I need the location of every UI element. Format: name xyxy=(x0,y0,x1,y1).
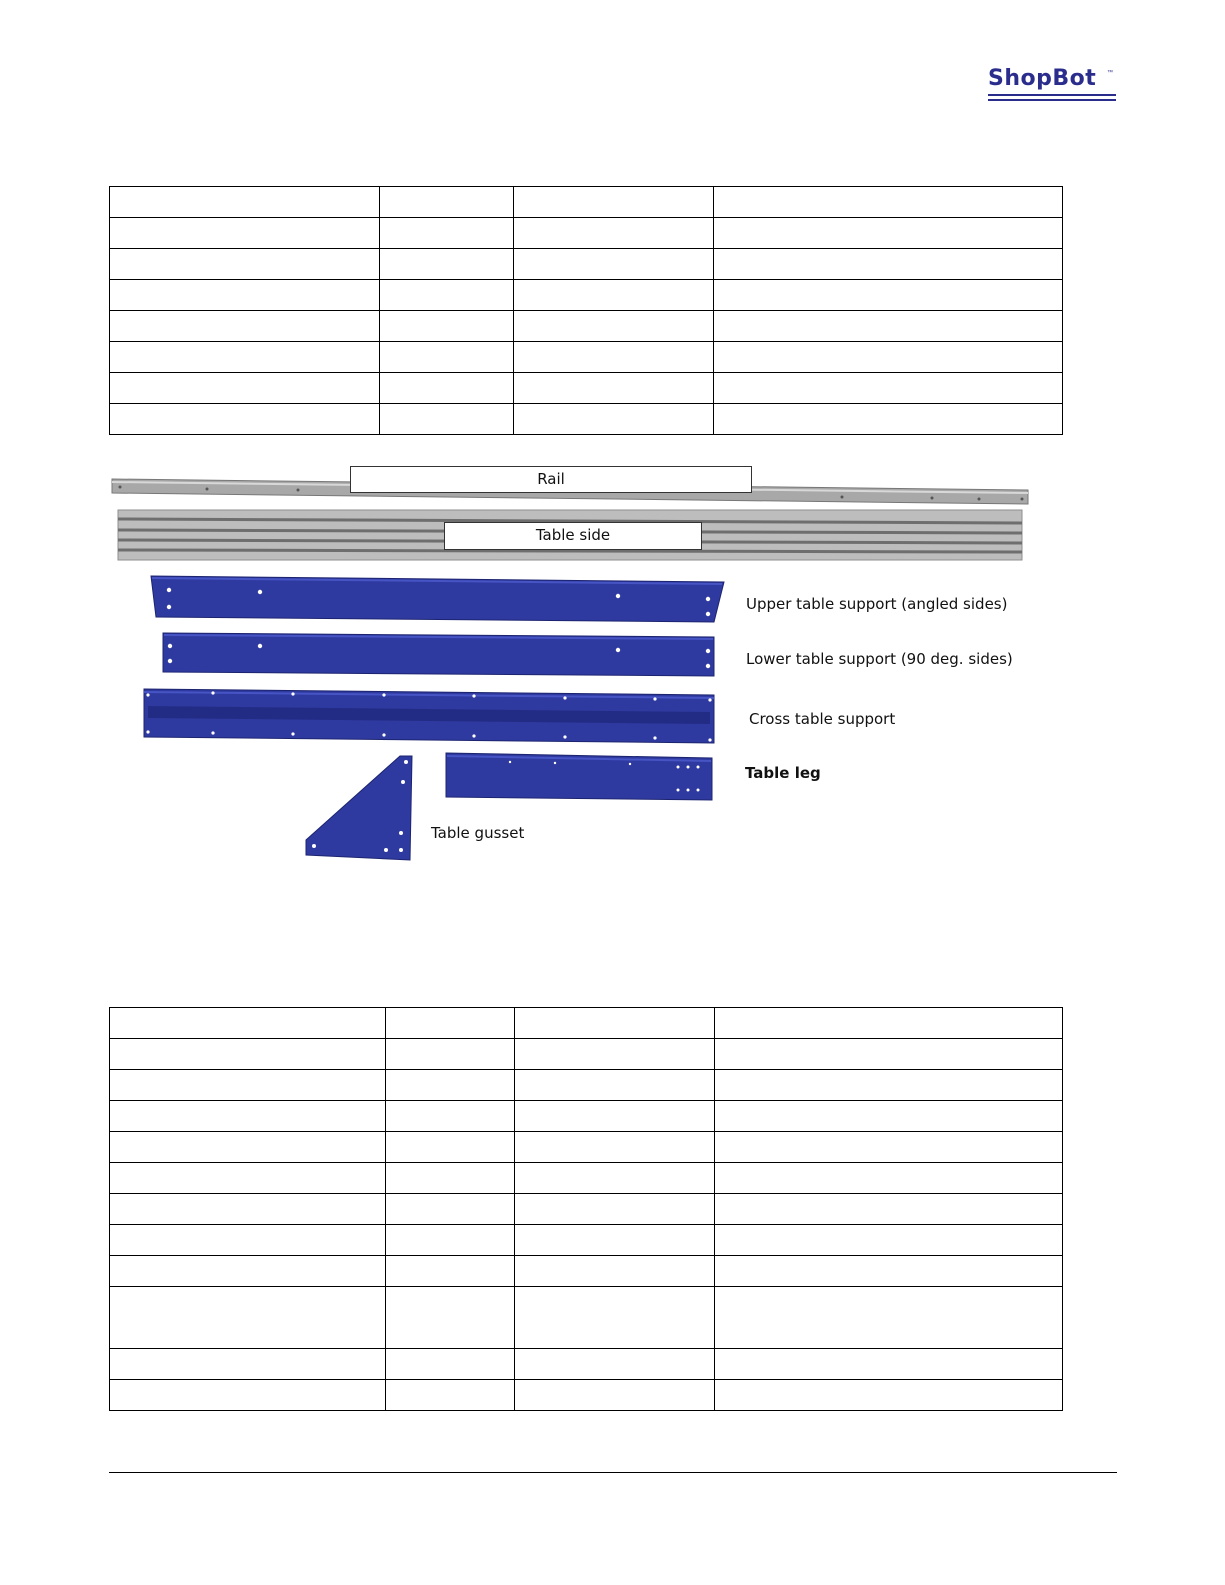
table-cell xyxy=(715,1008,1063,1039)
table-cell xyxy=(110,1008,386,1039)
table-row xyxy=(110,1163,1063,1194)
table-row xyxy=(110,1349,1063,1380)
table-cell xyxy=(514,218,714,249)
table-row xyxy=(110,218,1063,249)
table-cell xyxy=(110,1132,386,1163)
table-cell xyxy=(380,373,514,404)
table-cell xyxy=(110,1256,386,1287)
table-cell xyxy=(386,1380,515,1411)
table-cell xyxy=(715,1132,1063,1163)
table-cell xyxy=(110,1070,386,1101)
table-cell xyxy=(714,218,1063,249)
table-cell xyxy=(386,1225,515,1256)
table-row xyxy=(110,187,1063,218)
table-gusset-label: Table gusset xyxy=(431,824,525,842)
table-cell xyxy=(714,280,1063,311)
table-cell xyxy=(514,311,714,342)
table-row xyxy=(110,373,1063,404)
table-cell xyxy=(515,1008,715,1039)
parts-table-1 xyxy=(109,186,1063,435)
logo-wordmark: ShopBot xyxy=(988,66,1097,91)
table-row xyxy=(110,1039,1063,1070)
lower-table-support-label: Lower table support (90 deg. sides) xyxy=(746,650,1013,668)
table-cell xyxy=(515,1101,715,1132)
table-cell xyxy=(514,373,714,404)
footer-rule xyxy=(109,1472,1117,1473)
table-cell xyxy=(110,249,380,280)
rail-callout: Rail xyxy=(350,466,752,493)
table-cell xyxy=(514,187,714,218)
table-cell xyxy=(386,1256,515,1287)
table-cell xyxy=(515,1163,715,1194)
table-cell xyxy=(380,280,514,311)
table-cell xyxy=(714,342,1063,373)
logo-underline xyxy=(988,99,1116,101)
table-cell xyxy=(386,1008,515,1039)
table-cell xyxy=(380,218,514,249)
table-cell xyxy=(386,1287,515,1349)
logo-underline xyxy=(988,94,1116,96)
table-row xyxy=(110,1101,1063,1132)
table-row xyxy=(110,1225,1063,1256)
table-cell xyxy=(714,311,1063,342)
table-cell xyxy=(515,1349,715,1380)
table-cell xyxy=(386,1349,515,1380)
table-cell xyxy=(715,1163,1063,1194)
table-cell xyxy=(386,1163,515,1194)
table-cell xyxy=(715,1039,1063,1070)
table-row xyxy=(110,404,1063,435)
table-cell xyxy=(715,1101,1063,1132)
table-cell xyxy=(380,249,514,280)
table-cell xyxy=(515,1070,715,1101)
table-cell xyxy=(715,1070,1063,1101)
upper-table-support-label: Upper table support (angled sides) xyxy=(746,595,1008,613)
table-cell xyxy=(515,1132,715,1163)
table-cell xyxy=(386,1070,515,1101)
table-cell xyxy=(714,249,1063,280)
table-cell xyxy=(380,187,514,218)
table-cell xyxy=(110,342,380,373)
table-cell xyxy=(515,1194,715,1225)
table-cell xyxy=(386,1132,515,1163)
table-row xyxy=(110,342,1063,373)
table-cell xyxy=(515,1380,715,1411)
shopbot-logo xyxy=(988,66,1118,106)
parts-illustration xyxy=(110,462,1040,882)
table-row xyxy=(110,1132,1063,1163)
table-cell xyxy=(715,1287,1063,1349)
table-row xyxy=(110,1287,1063,1349)
cross-table-support-label: Cross table support xyxy=(749,710,896,728)
table-cell xyxy=(715,1225,1063,1256)
table-row xyxy=(110,1008,1063,1039)
table-cell xyxy=(515,1039,715,1070)
table-cell xyxy=(515,1287,715,1349)
table-cell xyxy=(110,1039,386,1070)
table-cell xyxy=(110,187,380,218)
table-cell xyxy=(714,187,1063,218)
table-cell xyxy=(110,218,380,249)
table-cell xyxy=(380,342,514,373)
table-cell xyxy=(715,1256,1063,1287)
lower-table-support-part xyxy=(163,633,714,676)
table-cell xyxy=(386,1039,515,1070)
table-cell xyxy=(514,280,714,311)
table-cell xyxy=(715,1349,1063,1380)
table-cell xyxy=(714,404,1063,435)
table-cell xyxy=(110,373,380,404)
logo-trademark: ™ xyxy=(1107,70,1113,76)
table-cell xyxy=(110,1194,386,1225)
table-cell xyxy=(110,311,380,342)
table-cell xyxy=(110,1287,386,1349)
table-cell xyxy=(110,1349,386,1380)
table-row xyxy=(110,1194,1063,1225)
table-cell xyxy=(386,1101,515,1132)
table-cell xyxy=(515,1225,715,1256)
table-cell xyxy=(514,342,714,373)
table-cell xyxy=(714,373,1063,404)
table-row xyxy=(110,311,1063,342)
parts-table-2 xyxy=(109,1007,1063,1411)
table-cell xyxy=(514,249,714,280)
table-cell xyxy=(110,1101,386,1132)
table-row xyxy=(110,280,1063,311)
table-cell xyxy=(110,1163,386,1194)
table-leg-label: Table leg xyxy=(745,764,821,782)
table-cell xyxy=(386,1194,515,1225)
table-cell xyxy=(110,1225,386,1256)
table-row xyxy=(110,1070,1063,1101)
table-row xyxy=(110,249,1063,280)
table-cell xyxy=(380,404,514,435)
table-row xyxy=(110,1256,1063,1287)
table-cell xyxy=(110,280,380,311)
table-cell xyxy=(110,404,380,435)
table-cell xyxy=(110,1380,386,1411)
table-cell xyxy=(715,1194,1063,1225)
table-cell xyxy=(514,404,714,435)
table-cell xyxy=(380,311,514,342)
table-side-callout: Table side xyxy=(444,522,702,550)
table-cell xyxy=(715,1380,1063,1411)
table-row xyxy=(110,1380,1063,1411)
table-cell xyxy=(515,1256,715,1287)
table-gusset-part xyxy=(306,756,412,860)
